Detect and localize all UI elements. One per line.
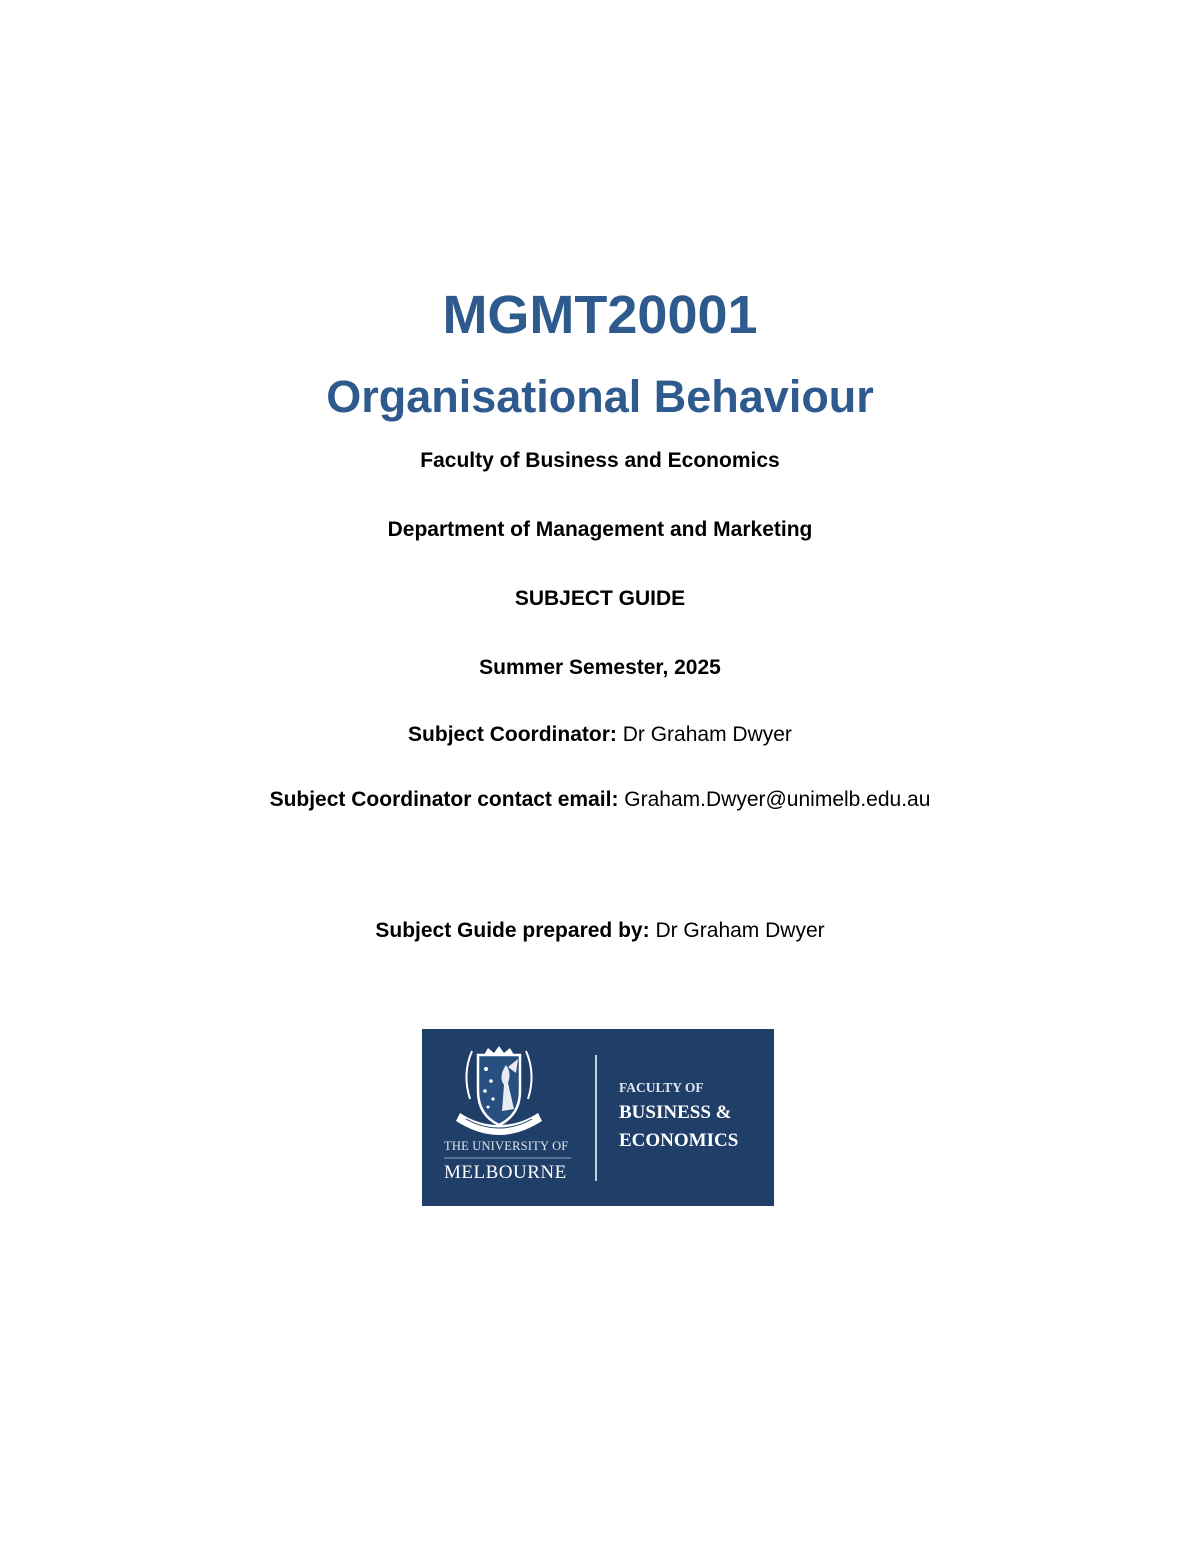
coordinator-label: Subject Coordinator:: [408, 723, 617, 746]
logo-university-line1: THE UNIVERSITY OF: [444, 1139, 569, 1153]
coordinator-name: Dr Graham Dwyer: [622, 723, 792, 746]
prepared-by-line: [0, 918, 1200, 944]
faculty-name: Faculty of Business and Economics: [420, 449, 780, 472]
logo-university-line2: MELBOURNE: [444, 1162, 567, 1183]
prepared-by-label: Subject Guide prepared by:: [375, 919, 650, 942]
document-type: SUBJECT GUIDE: [514, 587, 686, 610]
prepared-by-name: Dr Graham Dwyer: [655, 919, 825, 942]
semester: Summer Semester, 2025: [479, 656, 721, 679]
logo-faculty-line1: FACULTY OF: [619, 1080, 704, 1095]
logo-faculty-line2: BUSINESS &: [619, 1102, 732, 1123]
logo-faculty-line3: ECONOMICS: [619, 1130, 739, 1151]
department-name: Department of Management and Marketing: [387, 518, 813, 541]
faculty-logo: [422, 1029, 774, 1206]
subject-title: Organisational Behaviour: [326, 371, 874, 422]
coordinator-email-line: [0, 787, 1200, 813]
coordinator-email: Graham.Dwyer@unimelb.edu.au: [624, 788, 931, 811]
coordinator-line: [0, 722, 1200, 748]
coordinator-email-label: Subject Coordinator contact email:: [269, 788, 619, 811]
subject-code: MGMT20001: [442, 285, 758, 345]
